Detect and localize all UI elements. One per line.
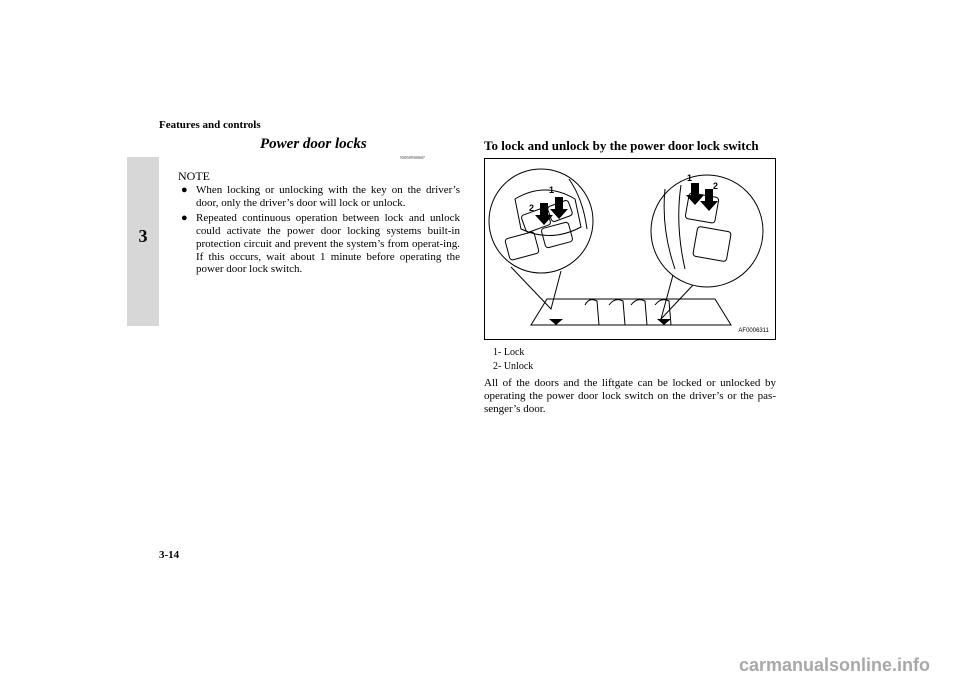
callout-2: 2 [713, 181, 719, 191]
chapter-number: 3 [138, 226, 148, 246]
legend-item: 2- Unlock [493, 361, 534, 372]
bullet-icon: ● [181, 184, 188, 196]
section-code: N00509300607 [400, 155, 425, 160]
callout-1: 1 [687, 173, 693, 183]
page-number: 3-14 [159, 549, 180, 561]
watermark: carmanualsonline.info [738, 655, 930, 675]
door-lock-switch-illustration [484, 158, 776, 340]
right-zoom-pointer [661, 275, 693, 319]
legend-item: 1- Lock [493, 347, 525, 358]
unlock-arrow-icon [700, 189, 718, 211]
note-list [178, 184, 460, 278]
subsection-title: To lock and unlock by the power door lock switch [484, 138, 759, 153]
note-item [178, 212, 460, 277]
bullet-icon: ● [181, 211, 188, 224]
callout-1: 1 [549, 185, 555, 195]
figure-id: AF0006311 [738, 328, 769, 334]
switch-diagram [485, 159, 775, 339]
note-text: Repeated continuous operation between lock and unlock could activate the power door locking systems built-in protection circuit and prevent the system’s from operat-ing. If this occurs, wait about 1 minute before operating the power door lock switch. [196, 211, 460, 276]
callout-2: 2 [529, 203, 535, 213]
left-zoom-pointer [511, 267, 561, 309]
section-title: Power door locks [260, 136, 367, 152]
figure-legend [493, 346, 533, 374]
note-text: When locking or unlocking with the key on the driver’s door, only the driver’s door will lock or unlock. [196, 184, 460, 209]
running-head: Features and controls [159, 119, 261, 131]
note-label: NOTE [178, 169, 210, 183]
note-item [178, 184, 460, 210]
body-paragraph: All of the doors and the liftgate can be locked or unlocked by operating the power door lock switch on the driver’s or the pas-senger’s door. [484, 377, 776, 415]
